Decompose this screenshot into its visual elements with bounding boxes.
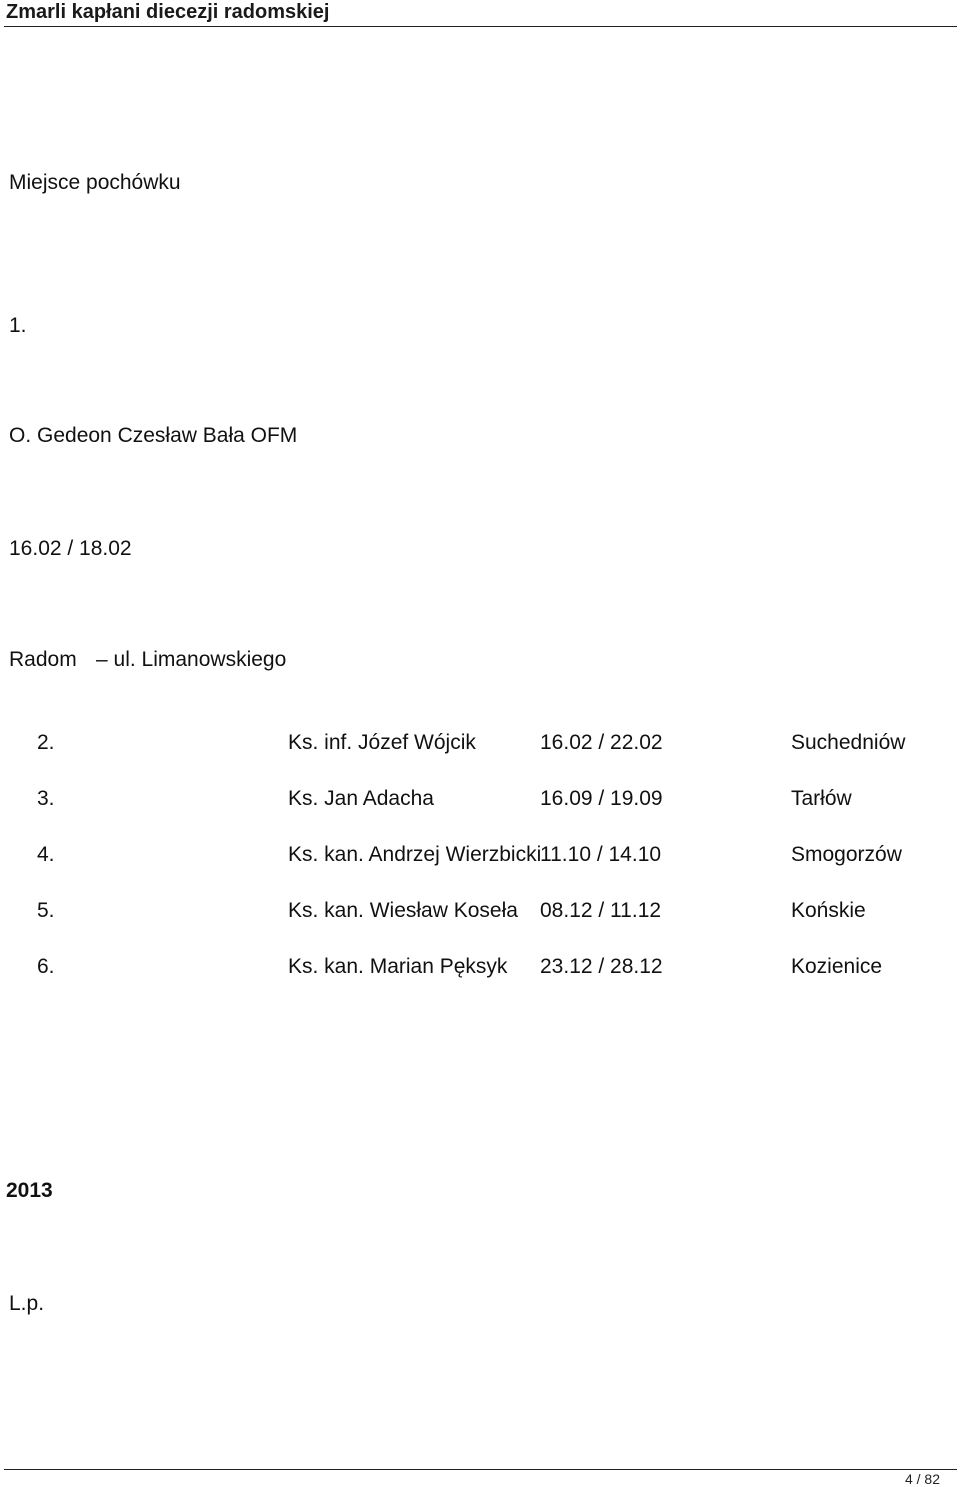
page-indicator: 4 / 82 [904,1471,940,1487]
priest-name: Ks. kan. Marian Pęksyk [288,955,508,978]
priest-name: Ks. kan. Andrzej Wierzbicki [288,843,542,866]
burial-place: Końskie [791,899,866,922]
death-burial-dates: 08.12 / 11.12 [540,899,662,922]
death-burial-dates: 23.12 / 28.12 [540,955,663,978]
entry-1-place-city: Radom [9,648,77,671]
entry-1-number: 1. [9,314,27,337]
priest-name: Ks. Jan Adacha [288,787,434,810]
header-divider [4,26,957,27]
row-number: 2. [37,731,55,754]
entry-1-place-detail: – ul. Limanowskiego [96,648,287,671]
lp-column-label: L.p. [9,1292,45,1315]
row-number: 3. [37,787,55,810]
row-number: 6. [37,955,55,978]
table-row [0,842,960,870]
entry-1-dates: 16.02 / 18.02 [9,537,132,560]
death-burial-dates: 16.02 / 22.02 [540,731,663,754]
burial-place: Kozienice [791,955,883,978]
burial-place-label: Miejsce pochówku [9,171,181,194]
death-burial-dates: 11.10 / 14.10 [540,843,662,866]
death-burial-dates: 16.09 / 19.09 [540,787,663,810]
table-row [0,786,960,814]
row-number: 4. [37,843,55,866]
burial-place: Smogorzów [791,843,902,866]
burial-place: Tarłów [791,787,852,810]
table-row [0,954,960,982]
entry-1-name: O. Gedeon Czesław Bała OFM [9,424,298,447]
table-row [0,730,960,758]
document-title: Zmarli kapłani diecezji radomskiej [6,1,330,23]
table-row [0,898,960,926]
year-heading: 2013 [6,1179,53,1202]
priest-name: Ks. kan. Wiesław Koseła [288,899,518,922]
priest-name: Ks. inf. Józef Wójcik [288,731,476,754]
footer-divider [4,1469,957,1470]
burial-place: Suchedniów [791,731,906,754]
row-number: 5. [37,899,55,922]
